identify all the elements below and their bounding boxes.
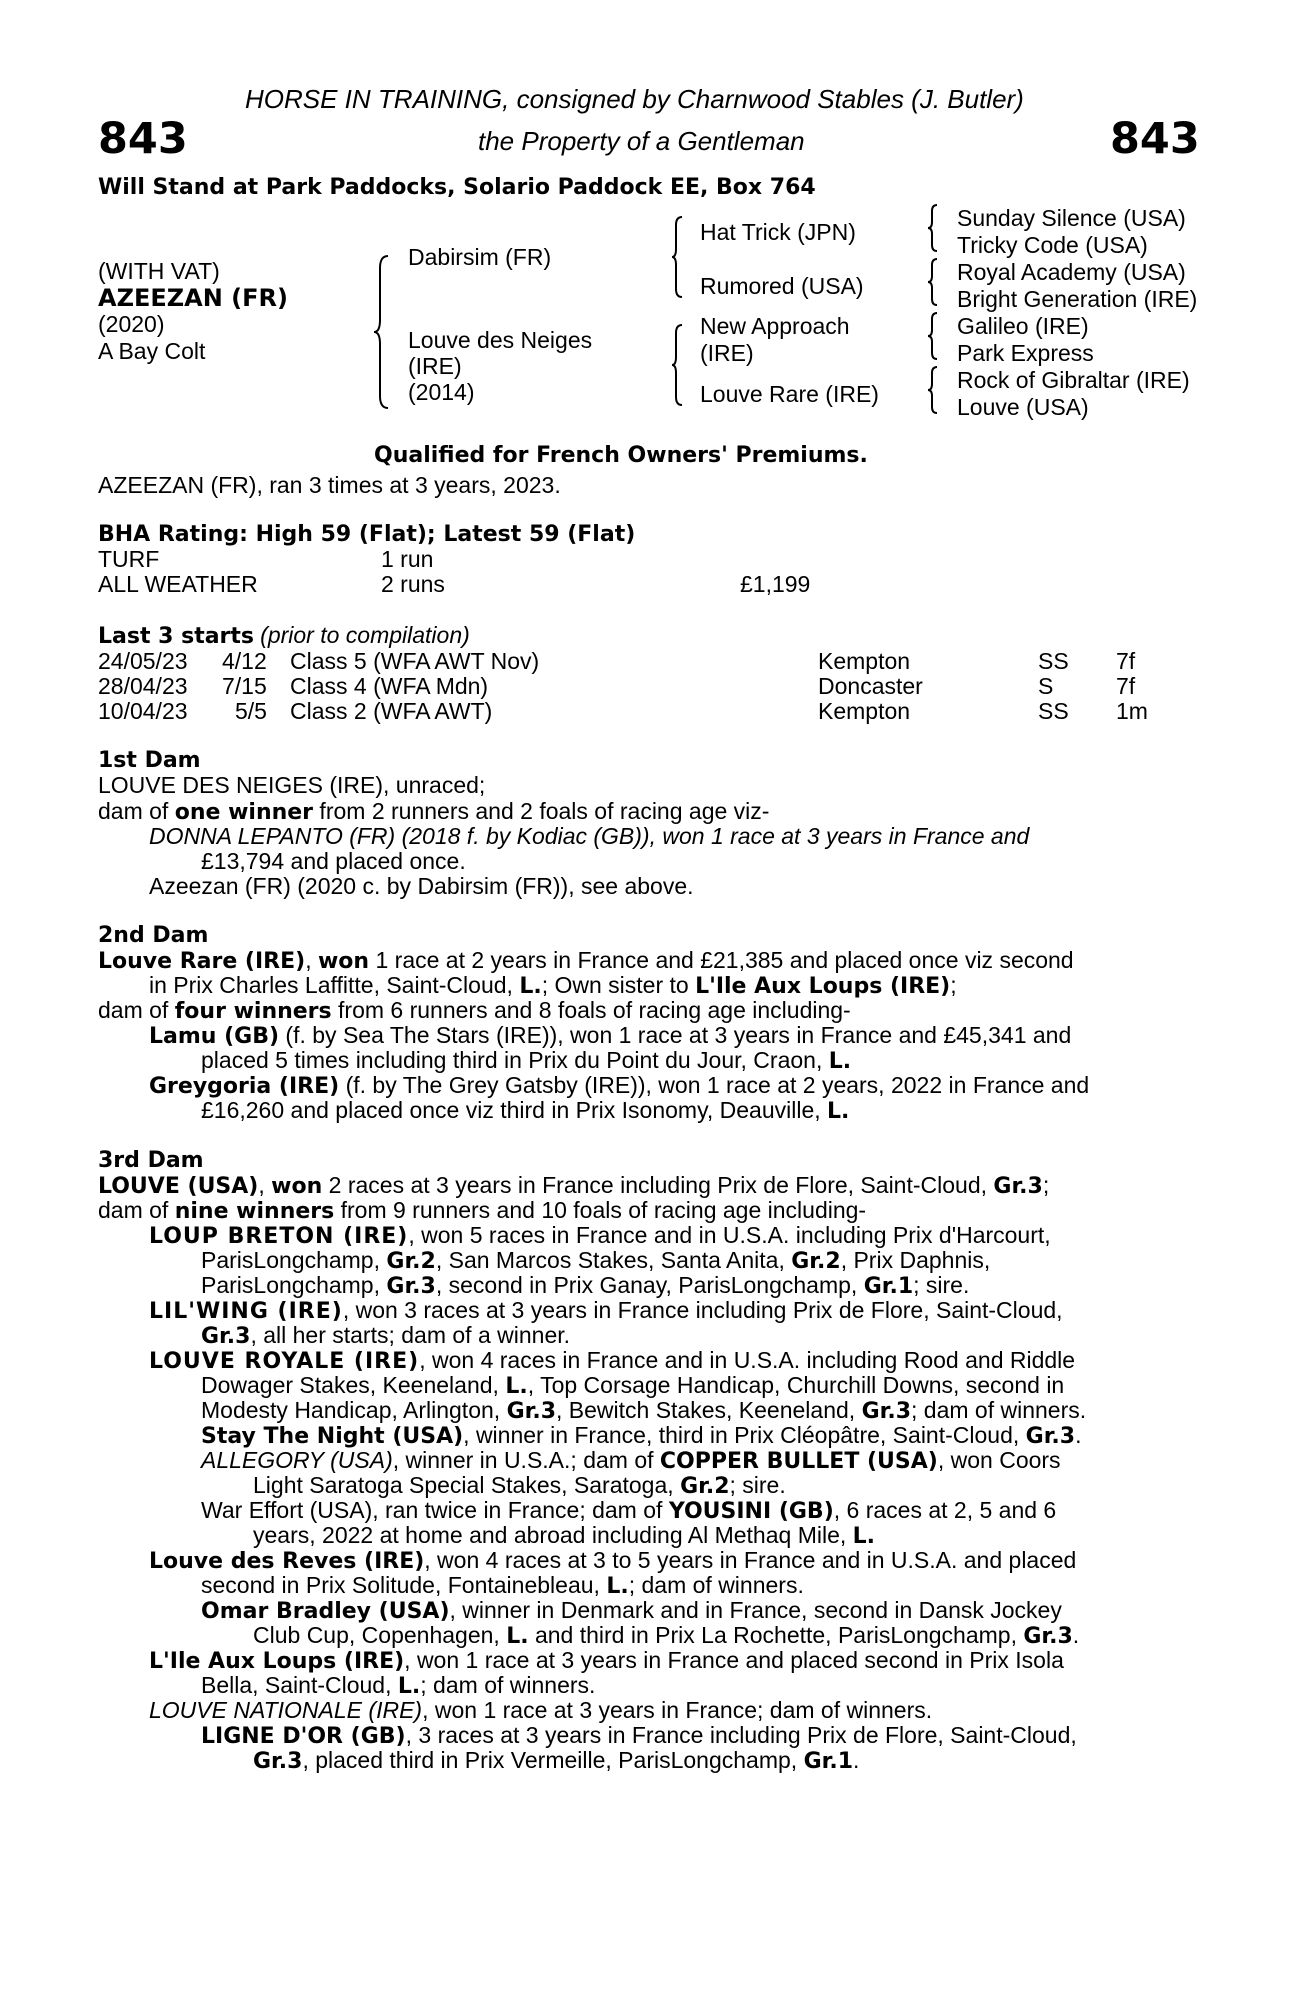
text: nine winners	[174, 1199, 335, 1224]
third-dam-line-21	[201, 1673, 595, 1699]
text: ALLEGORY (USA)	[201, 1447, 393, 1473]
text: ;	[950, 972, 957, 998]
text: , won 4 races at 3 to 5 years in France and in U.S.A. and placed	[424, 1547, 1077, 1573]
first-dam-line-1: LOUVE DES NEIGES (IRE), unraced;	[98, 772, 486, 798]
text: and third in Prix La Rochette, ParisLongchamp,	[528, 1622, 1024, 1648]
start-1-course: Kempton	[818, 648, 911, 674]
text: Louve des Reves (IRE)	[149, 1549, 425, 1574]
third-dam-line-3	[149, 1223, 1051, 1249]
third-dam-line-17	[201, 1573, 804, 1599]
text: in Prix Charles Laffitte, Saint-Cloud,	[149, 972, 520, 998]
text: ; dam of winners.	[911, 1397, 1087, 1423]
third-dam-line-7	[201, 1323, 570, 1349]
rating-aw-prize: £1,199	[740, 571, 811, 597]
third-dam-line-23	[201, 1723, 1077, 1749]
gg-4: Bright Generation (IRE)	[957, 286, 1198, 312]
text: dam of	[98, 997, 175, 1023]
text: DONNA LEPANTO (FR) (2018 f. by Kodiac (GB)), won 1 race at 3 years in France and	[149, 823, 1030, 849]
text: L.	[828, 1049, 852, 1074]
start-3-date: 10/04/23	[98, 698, 188, 724]
sire-sire: Hat Trick (JPN)	[700, 219, 856, 245]
start-2-pos: 7/15	[222, 673, 267, 699]
text: ,	[258, 1172, 272, 1198]
text: , won 3 races at 3 years in France including Prix de Flore, Saint-Cloud,	[342, 1297, 1063, 1323]
third-dam-line-10	[201, 1398, 1086, 1424]
text: L.	[506, 1624, 529, 1649]
text: COPPER BULLET (USA)	[659, 1449, 938, 1474]
text: War Effort (USA), ran twice in France; dam of	[201, 1497, 669, 1523]
text: LOUVE (USA)	[98, 1174, 259, 1199]
second-dam-line-5	[201, 1048, 851, 1074]
text: ParisLongchamp,	[201, 1272, 387, 1298]
text: , 6 races at 2, 5 and 6	[833, 1497, 1057, 1523]
rating-turf-runs: 1 run	[381, 546, 434, 572]
property-line: the Property of a Gentleman	[478, 126, 805, 156]
text: Gr.3	[1023, 1624, 1073, 1649]
text: Gr.2	[386, 1249, 436, 1274]
text: , won 1 race at 3 years in France; dam of winners.	[422, 1697, 933, 1723]
dam-sire-line-1: New Approach	[700, 313, 850, 339]
second-dam-heading: 2nd Dam	[98, 923, 209, 948]
text: Light Saratoga Special Stakes, Saratoga,	[253, 1472, 681, 1498]
text: , Bewitch Stakes, Keeneland,	[556, 1397, 862, 1423]
text: Gr.2	[791, 1249, 841, 1274]
third-dam-heading: 3rd Dam	[98, 1148, 204, 1173]
text: Gr.3	[993, 1174, 1043, 1199]
text: , won 1 race at 3 years in France and placed second in Prix Isola	[404, 1647, 1064, 1673]
pedigree-sire-brace	[670, 215, 686, 299]
text: , won 4 races in France and in U.S.A. including Rood and Riddle	[419, 1347, 1076, 1373]
third-dam-line-20	[149, 1648, 1064, 1674]
start-3-going: SS	[1038, 698, 1069, 724]
dam-sire-line-2: (IRE)	[700, 340, 754, 366]
last-starts-note: (prior to compilation)	[260, 622, 470, 648]
second-dam-line-7	[201, 1098, 849, 1124]
gg-1: Sunday Silence (USA)	[957, 205, 1186, 231]
start-3-distance: 1m	[1116, 698, 1148, 724]
text: Gr.1	[803, 1749, 854, 1774]
text: Gr.3	[506, 1399, 556, 1424]
text: , won 5 races in France and in U.S.A. including Prix d'Harcourt,	[408, 1222, 1051, 1248]
first-dam-line-2	[98, 799, 769, 825]
text: , San Marcos Stakes, Santa Anita,	[435, 1247, 792, 1273]
text: four winners	[174, 999, 332, 1024]
second-dam-line-6	[149, 1073, 1089, 1099]
start-3-course: Kempton	[818, 698, 911, 724]
last-starts-title: Last 3 starts	[98, 624, 255, 649]
text: Gr.3	[253, 1749, 303, 1774]
pedigree-g-brace-2	[926, 257, 940, 307]
stand-note: Will Stand at Park Paddocks, Solario Paddock EE, Box 764	[98, 175, 816, 200]
text: (f. by Sea The Stars (IRE)), won 1 race at 3 years in France and £45,341 and	[279, 1022, 1072, 1048]
text: ;	[1042, 1172, 1050, 1198]
text: , Top Corsage Handicap, Churchill Downs, second in	[527, 1372, 1065, 1398]
start-1-distance: 7f	[1116, 648, 1136, 674]
dam-dam: Louve Rare (IRE)	[700, 381, 879, 407]
rating-aw-label: ALL WEATHER	[98, 571, 258, 597]
text: L.	[397, 1674, 421, 1699]
gg-3: Royal Academy (USA)	[957, 259, 1186, 285]
rating-turf-label: TURF	[98, 546, 160, 572]
start-1-pos: 4/12	[222, 648, 267, 674]
text: , winner in France, third in Prix Cléopâtre, Saint-Cloud,	[463, 1422, 1026, 1448]
third-dam-line-5	[201, 1273, 969, 1299]
text: ; Own sister to	[541, 972, 696, 998]
text: £16,260 and placed once viz third in Prix Isonomy, Deauville,	[201, 1097, 828, 1123]
rating-aw-runs: 2 runs	[381, 571, 445, 597]
lot-number-right: 843	[1110, 114, 1200, 164]
text: LOUVE ROYALE (IRE)	[149, 1349, 420, 1374]
text: .	[1072, 1622, 1080, 1648]
text: , winner in U.S.A.; dam of	[392, 1447, 660, 1473]
text: years, 2022 at home and abroad including Al Methaq Mile,	[253, 1522, 853, 1548]
text: L.	[827, 1099, 850, 1124]
text: Greygoria (IRE)	[149, 1074, 340, 1099]
text: L.	[505, 1374, 528, 1399]
text: LIGNE D'OR (GB)	[201, 1724, 406, 1749]
first-dam-line-4: £13,794 and placed once.	[201, 848, 466, 874]
first-dam-line-3	[149, 824, 1029, 849]
last-starts-heading	[98, 622, 470, 649]
pedigree-g-brace-4	[926, 365, 940, 415]
text: LOUP BRETON (IRE)	[149, 1224, 409, 1249]
sire-dam: Rumored (USA)	[700, 273, 864, 299]
text: ; sire.	[913, 1272, 970, 1298]
second-dam-line-3	[98, 998, 851, 1024]
third-dam-line-2	[98, 1198, 866, 1224]
text: one winner	[174, 800, 314, 825]
third-dam-line-9	[201, 1373, 1064, 1399]
sire: Dabirsim (FR)	[408, 244, 552, 270]
text: Gr.2	[680, 1474, 730, 1499]
start-3-race: Class 2 (WFA AWT)	[290, 698, 493, 724]
race-summary: AZEEZAN (FR), ran 3 times at 3 years, 2023.	[98, 472, 561, 498]
text: won	[317, 949, 370, 974]
start-1-date: 24/05/23	[98, 648, 188, 674]
third-dam-line-11	[201, 1423, 1081, 1449]
text: Modesty Handicap, Arlington,	[201, 1397, 507, 1423]
start-3-pos: 5/5	[235, 698, 267, 724]
text: Louve Rare (IRE)	[98, 949, 306, 974]
gg-2: Tricky Code (USA)	[957, 232, 1148, 258]
lot-number-left: 843	[98, 114, 188, 164]
text: ,	[305, 947, 318, 973]
text: Gr.3	[1025, 1424, 1076, 1449]
vat-note: (WITH VAT)	[98, 258, 220, 284]
consignor-line: HORSE IN TRAINING, consigned by Charnwood Stables (J. Butler)	[245, 84, 1024, 114]
text: LOUVE NATIONALE (IRE)	[149, 1697, 423, 1723]
text: YOUSINI (GB)	[668, 1499, 834, 1524]
foal-year: (2020)	[98, 311, 165, 337]
pedigree-g-brace-1	[926, 203, 940, 253]
third-dam-line-12	[201, 1448, 1061, 1474]
text: ; dam of winners.	[628, 1572, 804, 1598]
second-dam-line-2	[149, 973, 957, 999]
start-2-course: Doncaster	[818, 673, 923, 699]
start-2-race: Class 4 (WFA Mdn)	[290, 673, 489, 699]
third-dam-line-13	[253, 1473, 786, 1499]
third-dam-line-4	[201, 1248, 990, 1274]
premiums-note: Qualified for French Owners' Premiums.	[374, 443, 868, 468]
text: Gr.3	[861, 1399, 912, 1424]
text: L.	[519, 974, 542, 999]
text: LIL'WING (IRE)	[149, 1299, 343, 1324]
third-dam-line-1	[98, 1173, 1049, 1199]
text: Dowager Stakes, Keeneland,	[201, 1372, 506, 1398]
dam-line-1: Louve des Neiges	[408, 327, 593, 353]
third-dam-line-19	[253, 1623, 1079, 1649]
pedigree-main-brace	[372, 254, 394, 410]
gg-7: Rock of Gibraltar (IRE)	[957, 367, 1190, 393]
pedigree-g-brace-3	[926, 311, 940, 361]
second-dam-line-1	[98, 948, 1074, 974]
text: , 3 races at 3 years in France including Prix de Flore, Saint-Cloud,	[405, 1722, 1077, 1748]
text: dam of	[98, 1197, 175, 1223]
text: Omar Bradley (USA)	[201, 1599, 450, 1624]
third-dam-line-18	[201, 1598, 1062, 1624]
text: , all her starts; dam of a winner.	[250, 1322, 571, 1348]
first-dam-heading: 1st Dam	[98, 748, 201, 773]
text: from 2 runners and 2 foals of racing age viz-	[313, 798, 770, 824]
dam-line-3: (2014)	[408, 379, 475, 405]
text: Lamu (GB)	[149, 1024, 280, 1049]
gg-6: Park Express	[957, 340, 1094, 366]
text: second in Prix Solitude, Fontainebleau,	[201, 1572, 607, 1598]
third-dam-line-24	[253, 1748, 859, 1774]
text: ; dam of winners.	[420, 1672, 596, 1698]
gg-8: Louve (USA)	[957, 394, 1089, 420]
third-dam-line-16	[149, 1548, 1076, 1574]
third-dam-line-8	[149, 1348, 1075, 1374]
text: from 9 runners and 10 foals of racing age including-	[334, 1197, 867, 1223]
second-dam-line-4	[149, 1023, 1071, 1049]
text: Gr.1	[863, 1274, 914, 1299]
pedigree-dam-brace	[670, 323, 686, 407]
text: , winner in Denmark and in France, second in Dansk Jockey	[449, 1597, 1062, 1623]
bha-rating-title: BHA Rating: High 59 (Flat); Latest 59 (Flat)	[98, 522, 636, 547]
text: won	[271, 1174, 323, 1199]
text: (f. by The Grey Gatsby (IRE)), won 1 race at 2 years, 2022 in France and	[339, 1072, 1090, 1098]
text: L'Ile Aux Loups (IRE)	[149, 1649, 405, 1674]
text: , placed third in Prix Vermeille, ParisLongchamp,	[302, 1747, 804, 1773]
first-dam-line-5: Azeezan (FR) (2020 c. by Dabirsim (FR)), see above.	[149, 873, 694, 899]
text: ; sire.	[729, 1472, 786, 1498]
start-1-race: Class 5 (WFA AWT Nov)	[290, 648, 540, 674]
horse-name: AZEEZAN (FR)	[98, 284, 288, 312]
text: Gr.3	[201, 1324, 251, 1349]
horse-description: A Bay Colt	[98, 338, 206, 364]
start-2-date: 28/04/23	[98, 673, 188, 699]
start-1-going: SS	[1038, 648, 1069, 674]
text: L.	[606, 1574, 629, 1599]
text: L'Ile Aux Loups (IRE)	[695, 974, 951, 999]
text: placed 5 times including third in Prix du Point du Jour, Craon,	[201, 1047, 829, 1073]
text: 1 race at 2 years in France and £21,385 and placed once viz second	[369, 947, 1074, 973]
text: Club Cup, Copenhagen,	[253, 1622, 507, 1648]
text: from 6 runners and 8 foals of racing age including-	[331, 997, 851, 1023]
text: ParisLongchamp,	[201, 1247, 387, 1273]
text: dam of	[98, 798, 175, 824]
gg-5: Galileo (IRE)	[957, 313, 1089, 339]
text: .	[1075, 1422, 1082, 1448]
third-dam-line-14	[201, 1498, 1056, 1524]
text: Gr.3	[386, 1274, 436, 1299]
dam-line-2: (IRE)	[408, 353, 462, 379]
text: Stay The Night (USA)	[201, 1424, 464, 1449]
third-dam-line-15	[253, 1523, 875, 1549]
text: , won Coors	[937, 1447, 1061, 1473]
text: , Prix Daphnis,	[840, 1247, 991, 1273]
start-2-distance: 7f	[1116, 673, 1136, 699]
text: .	[853, 1747, 860, 1773]
third-dam-line-22	[149, 1698, 932, 1723]
text: 2 races at 3 years in France including Prix de Flore, Saint-Cloud,	[322, 1172, 994, 1198]
start-2-going: S	[1038, 673, 1054, 699]
text: L.	[852, 1524, 876, 1549]
text: , second in Prix Ganay, ParisLongchamp,	[435, 1272, 864, 1298]
text: Bella, Saint-Cloud,	[201, 1672, 398, 1698]
third-dam-line-6	[149, 1298, 1063, 1324]
